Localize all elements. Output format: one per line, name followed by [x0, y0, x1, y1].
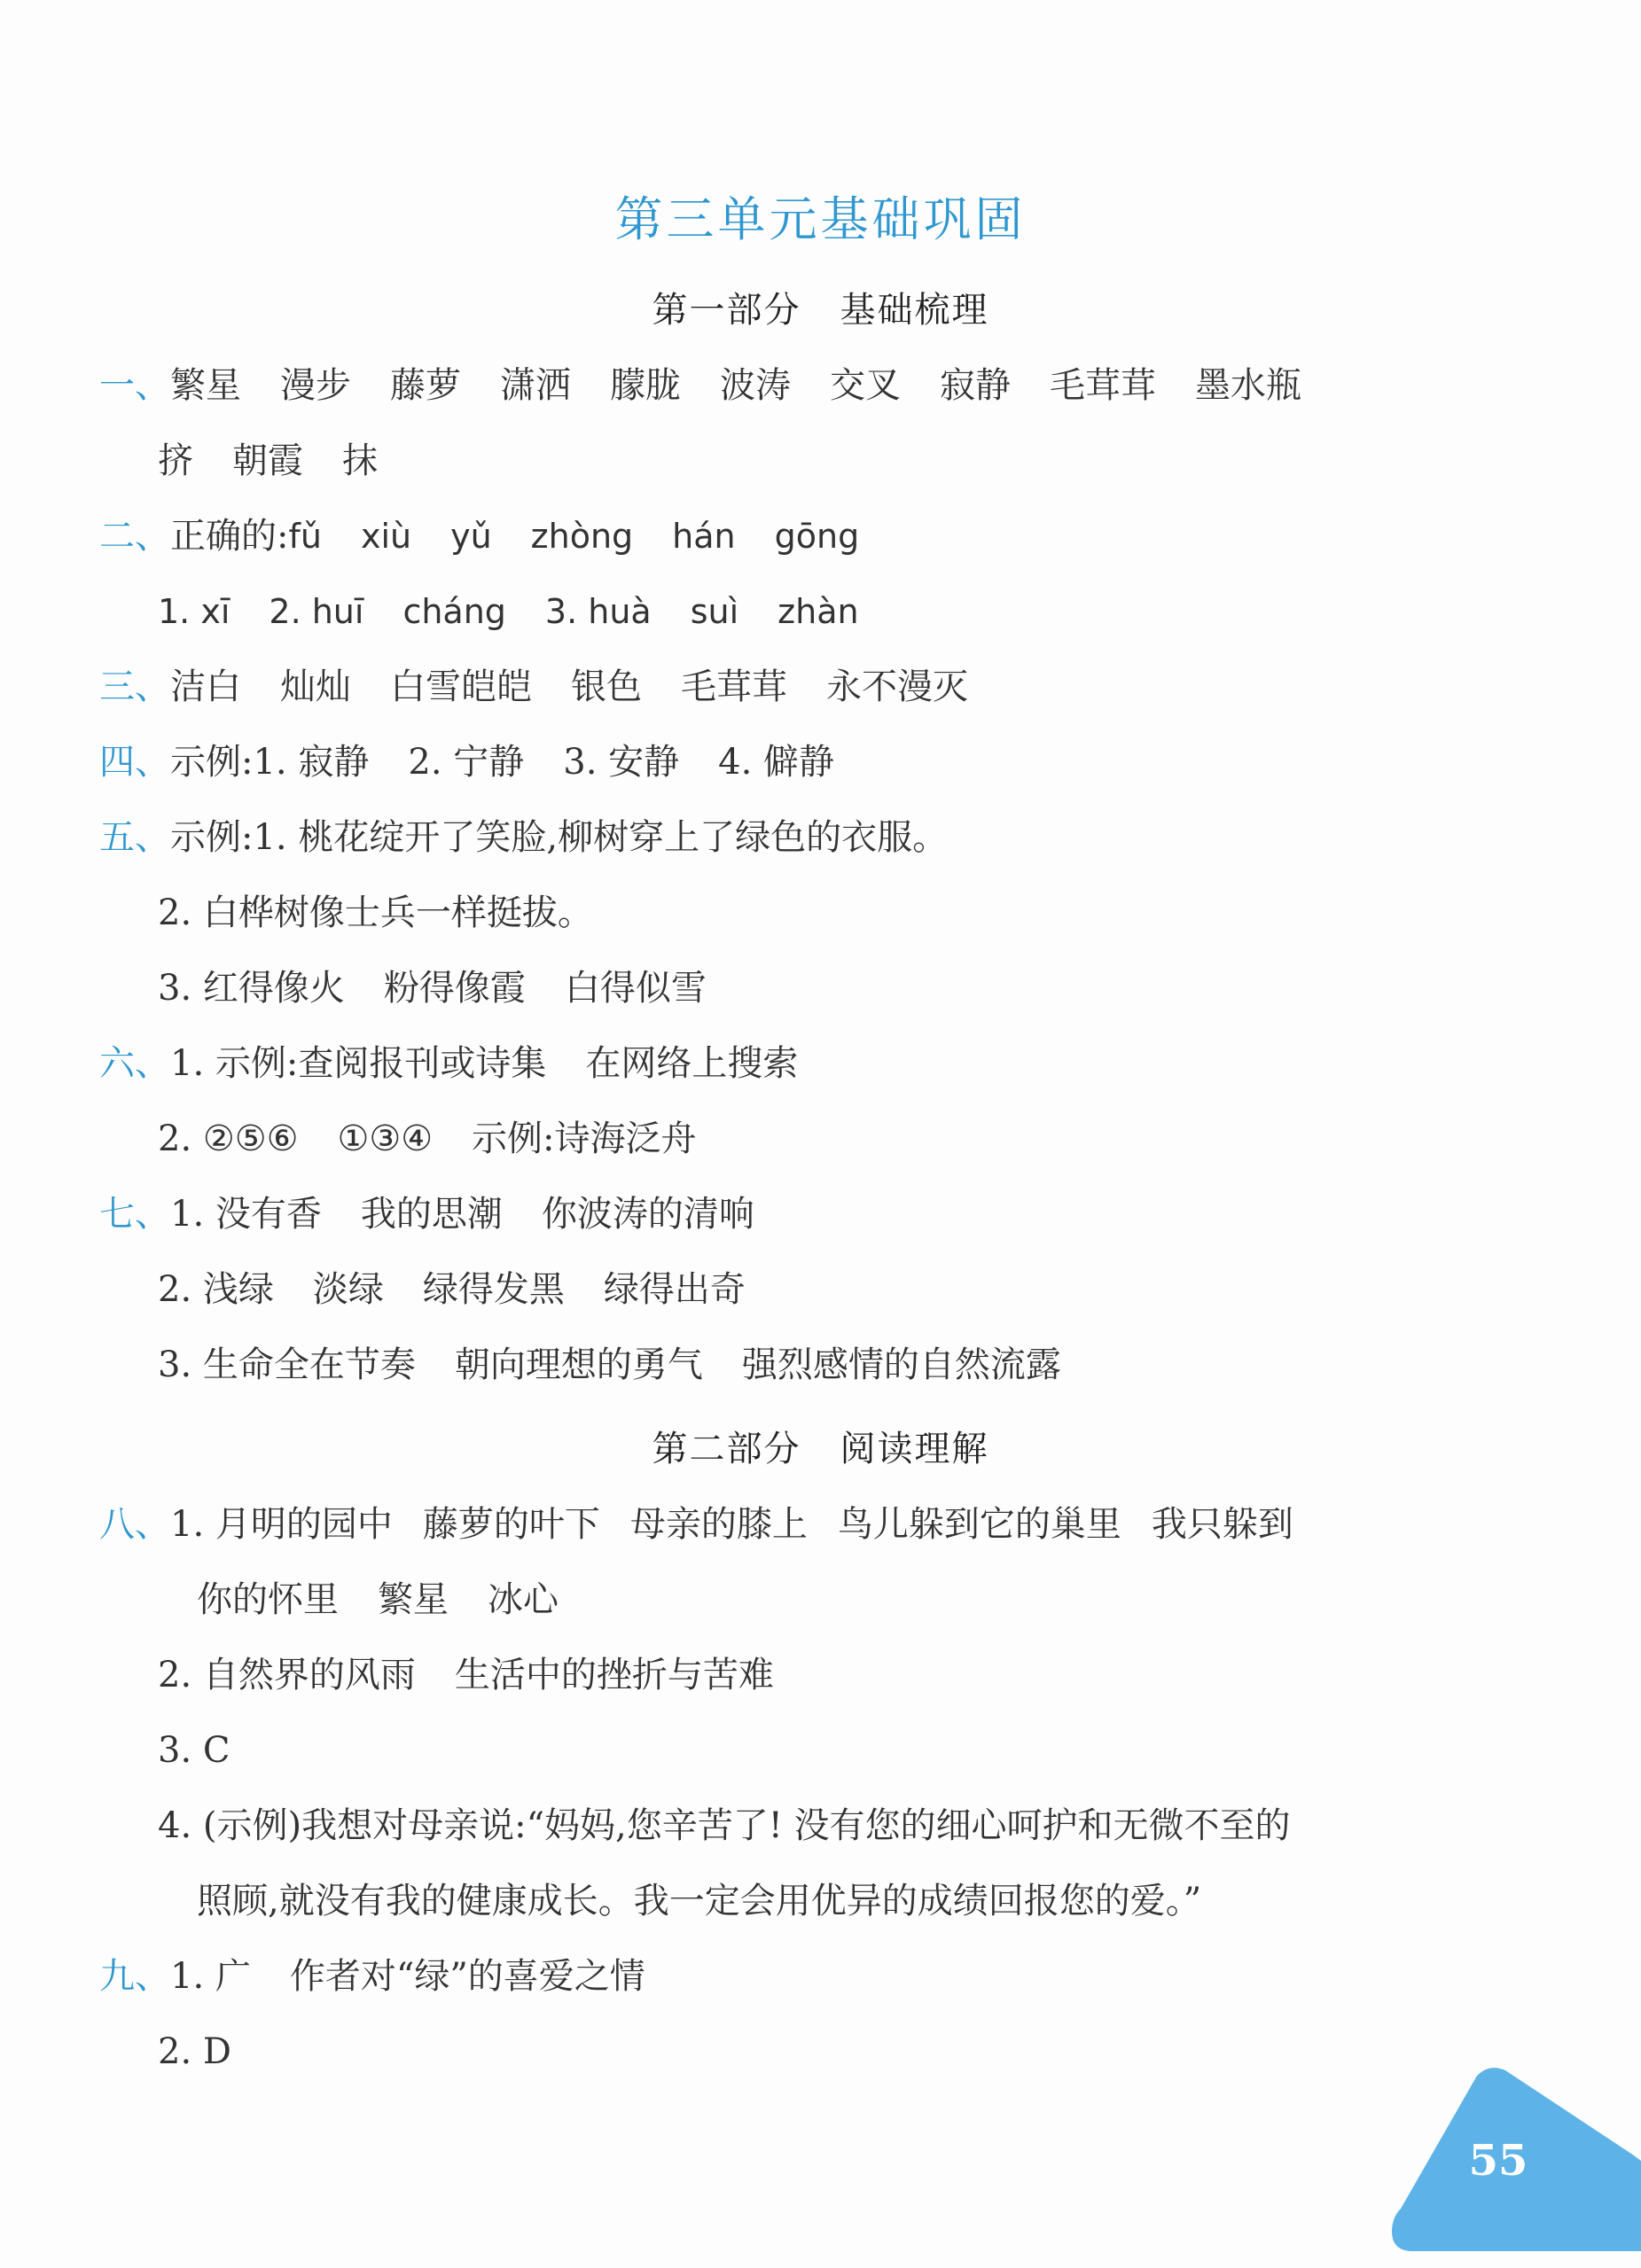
answer-line-q2 — [99, 510, 859, 563]
answer-sentence: 4. (示例)我想对母亲说:“妈妈,您辛苦了! 没有您的细心呵护和无微不至的 — [158, 1805, 1291, 1846]
answer-word: 鸟儿躲到它的巢里 — [837, 1504, 1121, 1545]
answer-word: 2. 自然界的风雨 — [158, 1655, 416, 1695]
answer-word: 3. 生命全在节奏 — [158, 1344, 416, 1385]
pinyin-answer: 3. huà — [544, 592, 652, 631]
answer-word: 1. 没有香 — [170, 1194, 322, 1235]
answer-word: 母亲的膝上 — [629, 1504, 808, 1545]
answer-word: 交叉 — [830, 365, 901, 406]
answer-line-q6 — [99, 1037, 798, 1090]
question-number: 一、 — [99, 365, 170, 406]
answer-word: 我只躲到 — [1151, 1504, 1293, 1545]
pinyin-answer: yǔ — [450, 517, 492, 556]
answer-line-q8 — [99, 1498, 1324, 1551]
question-number: 四、 — [99, 742, 170, 783]
pinyin-answer: 2. huī — [269, 592, 364, 631]
answer-line-q9-2 — [158, 2025, 231, 2078]
answer-choice: 2. D — [158, 2031, 231, 2072]
answer-word: 潇洒 — [500, 365, 571, 406]
answer-word: 朝霞 — [232, 440, 303, 481]
answer-word: 墨水瓶 — [1195, 365, 1301, 406]
answer-word: 你波涛的清响 — [541, 1194, 754, 1235]
answer-word: 1. 广 — [170, 1956, 251, 1997]
answer-word: 洁白 — [170, 666, 241, 707]
answer-word: 波涛 — [720, 365, 791, 406]
answer-line-q8-1b — [197, 1573, 559, 1626]
answer-word: 4. 僻静 — [718, 742, 835, 783]
pinyin-answer: suì — [690, 592, 739, 631]
answer-word: 漫步 — [280, 365, 351, 406]
question-number: 二、 — [99, 516, 170, 557]
answer-line-q1-cont — [158, 434, 378, 487]
answer-word: 毛茸茸 — [681, 666, 787, 707]
answer-line-q2-cont — [158, 585, 859, 638]
pinyin-answer: gōng — [774, 517, 860, 556]
answer-word: 绿得出奇 — [603, 1269, 746, 1310]
answer-choice: 3. C — [158, 1730, 231, 1771]
answer-word: 3. 安静 — [563, 742, 680, 783]
answer-word: ①③④ — [337, 1118, 434, 1159]
answer-word: 2. 浅绿 — [158, 1269, 274, 1310]
answer-word: 作者对“绿”的喜爱之情 — [289, 1956, 645, 1997]
answer-word: 永不漫灭 — [826, 666, 968, 707]
section-title-part2 — [0, 1421, 1641, 1471]
answer-word: 冰心 — [488, 1579, 559, 1620]
answer-sentence: 照顾,就没有我的健康成长。我一定会用优异的成绩回报您的爱。” — [197, 1881, 1202, 1921]
answer-line-q7-3 — [158, 1338, 1061, 1391]
answer-word: 白雪皑皑 — [390, 666, 532, 707]
question-number: 五、 — [99, 817, 170, 858]
answer-word: 藤萝的叶下 — [422, 1504, 600, 1545]
answer-line-q9 — [99, 1950, 645, 2003]
answer-word: 3. 红得像火 — [158, 968, 345, 1009]
answer-word: 绿得发黑 — [422, 1269, 565, 1310]
answer-line-q7-2 — [158, 1263, 746, 1316]
pinyin-answer: xiù — [360, 517, 412, 556]
answer-word: 灿灿 — [280, 666, 351, 707]
pinyin-answer: cháng — [402, 592, 506, 631]
answer-line-q8-2 — [158, 1648, 774, 1702]
question-number: 七、 — [99, 1194, 170, 1235]
pinyin-answer: hán — [672, 517, 736, 556]
pinyin-answer: 1. xī — [158, 592, 231, 631]
pinyin-answer: zhàn — [778, 592, 859, 631]
answer-word: 银色 — [571, 666, 642, 707]
answer-word: 在网络上搜索 — [585, 1043, 799, 1084]
question-number: 九、 — [99, 1956, 170, 1997]
answer-word: 强烈感情的自然流露 — [741, 1344, 1061, 1385]
answer-line-q1 — [99, 359, 1301, 412]
section-part-name: 基础梳理 — [840, 290, 989, 331]
section-part-label: 第二部分 — [652, 1429, 801, 1469]
answer-word: 淡绿 — [312, 1269, 384, 1310]
answer-word: 朦胧 — [610, 365, 681, 406]
answer-line-q8-4b — [197, 1874, 1201, 1928]
answer-word: 示例:诗海泛舟 — [472, 1118, 697, 1159]
answer-word: 繁星 — [378, 1579, 449, 1620]
section-title-part1 — [0, 282, 1641, 332]
question-number: 八、 — [99, 1504, 170, 1545]
answer-word: 藤萝 — [390, 365, 461, 406]
answer-word: 1. 月明的园中 — [170, 1504, 393, 1545]
answer-line-q5-3 — [158, 962, 707, 1015]
answer-line-q7 — [99, 1188, 754, 1241]
answer-word: 粉得像霞 — [383, 968, 526, 1009]
answer-word: 寂静 — [940, 365, 1011, 406]
answer-line-q8-3 — [158, 1724, 230, 1777]
answer-word: 抹 — [342, 440, 378, 481]
pinyin-answer: fǔ — [288, 517, 322, 556]
question-number: 六、 — [99, 1043, 170, 1084]
answer-word: 2. 宁静 — [408, 742, 525, 783]
answer-word: 毛茸茸 — [1050, 365, 1156, 406]
answer-sentence: 示例:1. 桃花绽开了笑脸,柳树穿上了绿色的衣服。 — [170, 817, 949, 858]
pinyin-answer: zhòng — [530, 517, 634, 556]
answer-word: 朝向理想的勇气 — [454, 1344, 703, 1385]
answer-line-q3 — [99, 660, 968, 713]
answer-word: 1. 示例:查阅报刊或诗集 — [170, 1043, 547, 1084]
answer-word: 我的思潮 — [360, 1194, 503, 1235]
answer-line-q5-2 — [158, 886, 593, 939]
answer-prefix: 正确的: — [170, 516, 289, 557]
answer-line-q6-2 — [158, 1112, 697, 1165]
answer-word: 挤 — [158, 440, 193, 481]
question-number: 三、 — [99, 666, 170, 707]
answer-word: 白得似雪 — [564, 968, 707, 1009]
answer-word: 2. ②⑤⑥ — [158, 1118, 299, 1159]
answer-sentence: 2. 白桦树像士兵一样挺拔。 — [158, 892, 593, 933]
answer-line-q8-4 — [158, 1799, 1291, 1852]
section-part-name: 阅读理解 — [840, 1429, 989, 1469]
answer-word: 你的怀里 — [197, 1579, 339, 1620]
answer-line-q5 — [99, 811, 948, 864]
answer-line-q4 — [99, 736, 834, 789]
answer-prefix: 示例: — [170, 742, 254, 783]
page-title: 第三单元基础巩固 — [614, 191, 1027, 247]
answer-word: 生活中的挫折与苦难 — [454, 1655, 774, 1695]
answer-word: 繁星 — [170, 365, 241, 406]
answer-word: 1. 寂静 — [253, 742, 370, 783]
section-part-label: 第一部分 — [652, 290, 801, 331]
page-number: 55 — [1468, 2136, 1528, 2186]
